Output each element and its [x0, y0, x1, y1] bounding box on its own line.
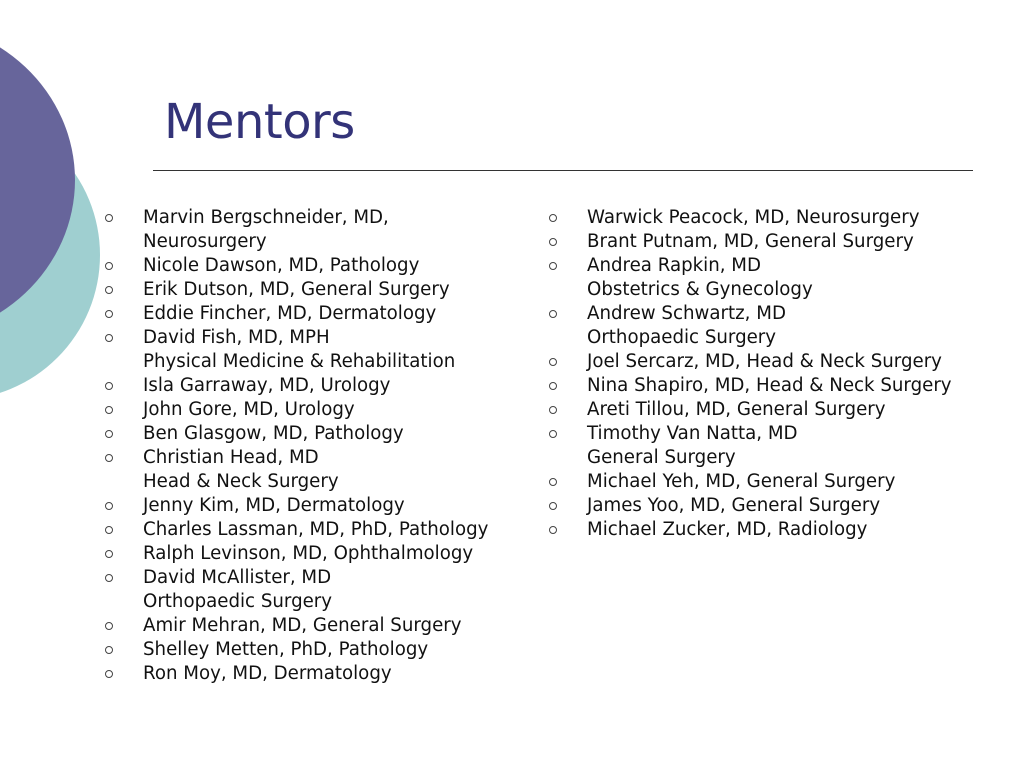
mentor-text-line: Physical Medicine & Rehabilitation: [143, 351, 456, 372]
mentor-list-item: [105, 566, 535, 614]
hollow-circle-bullet-icon: [105, 262, 113, 270]
mentor-text-line: Isla Garraway, MD, Urology: [143, 375, 391, 396]
mentor-text-line: James Yoo, MD, General Surgery: [587, 495, 881, 516]
mentor-list-item: [549, 374, 1019, 398]
hollow-circle-bullet-icon: [105, 430, 113, 438]
mentor-text-line: Timothy Van Natta, MD: [587, 423, 798, 444]
mentor-list-item: [549, 254, 1019, 302]
mentor-text-line: Ron Moy, MD, Dermatology: [143, 663, 392, 684]
hollow-circle-bullet-icon: [105, 646, 113, 654]
hollow-circle-bullet-icon: [105, 550, 113, 558]
mentor-list-left: [105, 206, 535, 686]
hollow-circle-bullet-icon: [105, 334, 113, 342]
mentor-list-item: [105, 542, 535, 566]
hollow-circle-bullet-icon: [105, 286, 113, 294]
mentor-list-item: [549, 230, 1019, 254]
mentor-text-line: Head & Neck Surgery: [143, 471, 339, 492]
mentor-text-line: Joel Sercarz, MD, Head & Neck Surgery: [587, 351, 942, 372]
mentor-list-item: [105, 638, 535, 662]
mentor-list-item: [105, 326, 535, 374]
mentor-text-line: Michael Yeh, MD, General Surgery: [587, 471, 896, 492]
hollow-circle-bullet-icon: [105, 526, 113, 534]
mentor-text-line: David McAllister, MD: [143, 567, 332, 588]
mentor-list-item: [105, 302, 535, 326]
title-divider: [153, 170, 973, 171]
mentor-text-line: Erik Dutson, MD, General Surgery: [143, 279, 450, 300]
hollow-circle-bullet-icon: [105, 310, 113, 318]
mentor-list-item: [549, 206, 1019, 230]
mentor-text-line: Obstetrics & Gynecology: [587, 279, 813, 300]
hollow-circle-bullet-icon: [549, 382, 557, 390]
mentor-list-item: [549, 398, 1019, 422]
mentor-list-item: [105, 374, 535, 398]
mentor-text-line: Andrew Schwartz, MD: [587, 303, 786, 324]
mentor-list-item: [105, 278, 535, 302]
mentor-text-line: General Surgery: [587, 447, 736, 468]
mentor-list-item: [105, 206, 535, 254]
mentor-list-item: [105, 494, 535, 518]
mentor-text-line: Jenny Kim, MD, Dermatology: [143, 495, 405, 516]
hollow-circle-bullet-icon: [549, 262, 557, 270]
mentor-list-item: [105, 446, 535, 494]
mentor-list-item: [105, 662, 535, 686]
mentor-text-line: Nina Shapiro, MD, Head & Neck Surgery: [587, 375, 952, 396]
mentor-list-item: [549, 350, 1019, 374]
mentor-text-line: David Fish, MD, MPH: [143, 327, 330, 348]
mentor-list-right: [549, 206, 1019, 542]
hollow-circle-bullet-icon: [549, 526, 557, 534]
hollow-circle-bullet-icon: [549, 214, 557, 222]
mentor-text-line: Christian Head, MD: [143, 447, 319, 468]
mentor-text-line: Nicole Dawson, MD, Pathology: [143, 255, 420, 276]
hollow-circle-bullet-icon: [105, 214, 113, 222]
mentor-list-item: [549, 494, 1019, 518]
hollow-circle-bullet-icon: [549, 358, 557, 366]
mentor-text-line: Marvin Bergschneider, MD,: [143, 207, 389, 228]
hollow-circle-bullet-icon: [105, 406, 113, 414]
hollow-circle-bullet-icon: [549, 502, 557, 510]
hollow-circle-bullet-icon: [105, 502, 113, 510]
decorative-purple-circle: [0, 20, 75, 340]
hollow-circle-bullet-icon: [105, 454, 113, 462]
mentor-list-item: [549, 422, 1019, 470]
mentor-text-line: Charles Lassman, MD, PhD, Pathology: [143, 519, 489, 540]
hollow-circle-bullet-icon: [549, 430, 557, 438]
mentor-list-item: [549, 470, 1019, 494]
mentor-list-item: [105, 518, 535, 542]
mentor-text-line: Ralph Levinson, MD, Ophthalmology: [143, 543, 474, 564]
mentor-list-item: [105, 614, 535, 638]
mentor-text-line: Amir Mehran, MD, General Surgery: [143, 615, 462, 636]
mentor-text-line: Areti Tillou, MD, General Surgery: [587, 399, 886, 420]
mentor-list-item: [105, 422, 535, 446]
hollow-circle-bullet-icon: [105, 622, 113, 630]
mentor-text-line: Brant Putnam, MD, General Surgery: [587, 231, 914, 252]
mentor-text-line: Andrea Rapkin, MD: [587, 255, 762, 276]
mentor-list-item: [105, 254, 535, 278]
mentor-text-line: Eddie Fincher, MD, Dermatology: [143, 303, 437, 324]
slide-title: Mentors: [164, 94, 355, 150]
hollow-circle-bullet-icon: [549, 478, 557, 486]
hollow-circle-bullet-icon: [549, 406, 557, 414]
mentor-text-line: Michael Zucker, MD, Radiology: [587, 519, 868, 540]
mentor-text-line: Shelley Metten, PhD, Pathology: [143, 639, 429, 660]
decorative-teal-circle: [0, 110, 100, 400]
mentor-list-item: [549, 302, 1019, 350]
mentor-text-line: Warwick Peacock, MD, Neurosurgery: [587, 207, 920, 228]
mentor-text-line: Orthopaedic Surgery: [587, 327, 777, 348]
hollow-circle-bullet-icon: [105, 670, 113, 678]
mentor-text-line: Ben Glasgow, MD, Pathology: [143, 423, 404, 444]
hollow-circle-bullet-icon: [549, 310, 557, 318]
hollow-circle-bullet-icon: [105, 382, 113, 390]
mentor-text-line: John Gore, MD, Urology: [143, 399, 355, 420]
mentor-list-item: [105, 398, 535, 422]
hollow-circle-bullet-icon: [105, 574, 113, 582]
mentor-text-line: Neurosurgery: [143, 231, 267, 252]
mentor-list-item: [549, 518, 1019, 542]
mentor-text-line: Orthopaedic Surgery: [143, 591, 333, 612]
hollow-circle-bullet-icon: [549, 238, 557, 246]
